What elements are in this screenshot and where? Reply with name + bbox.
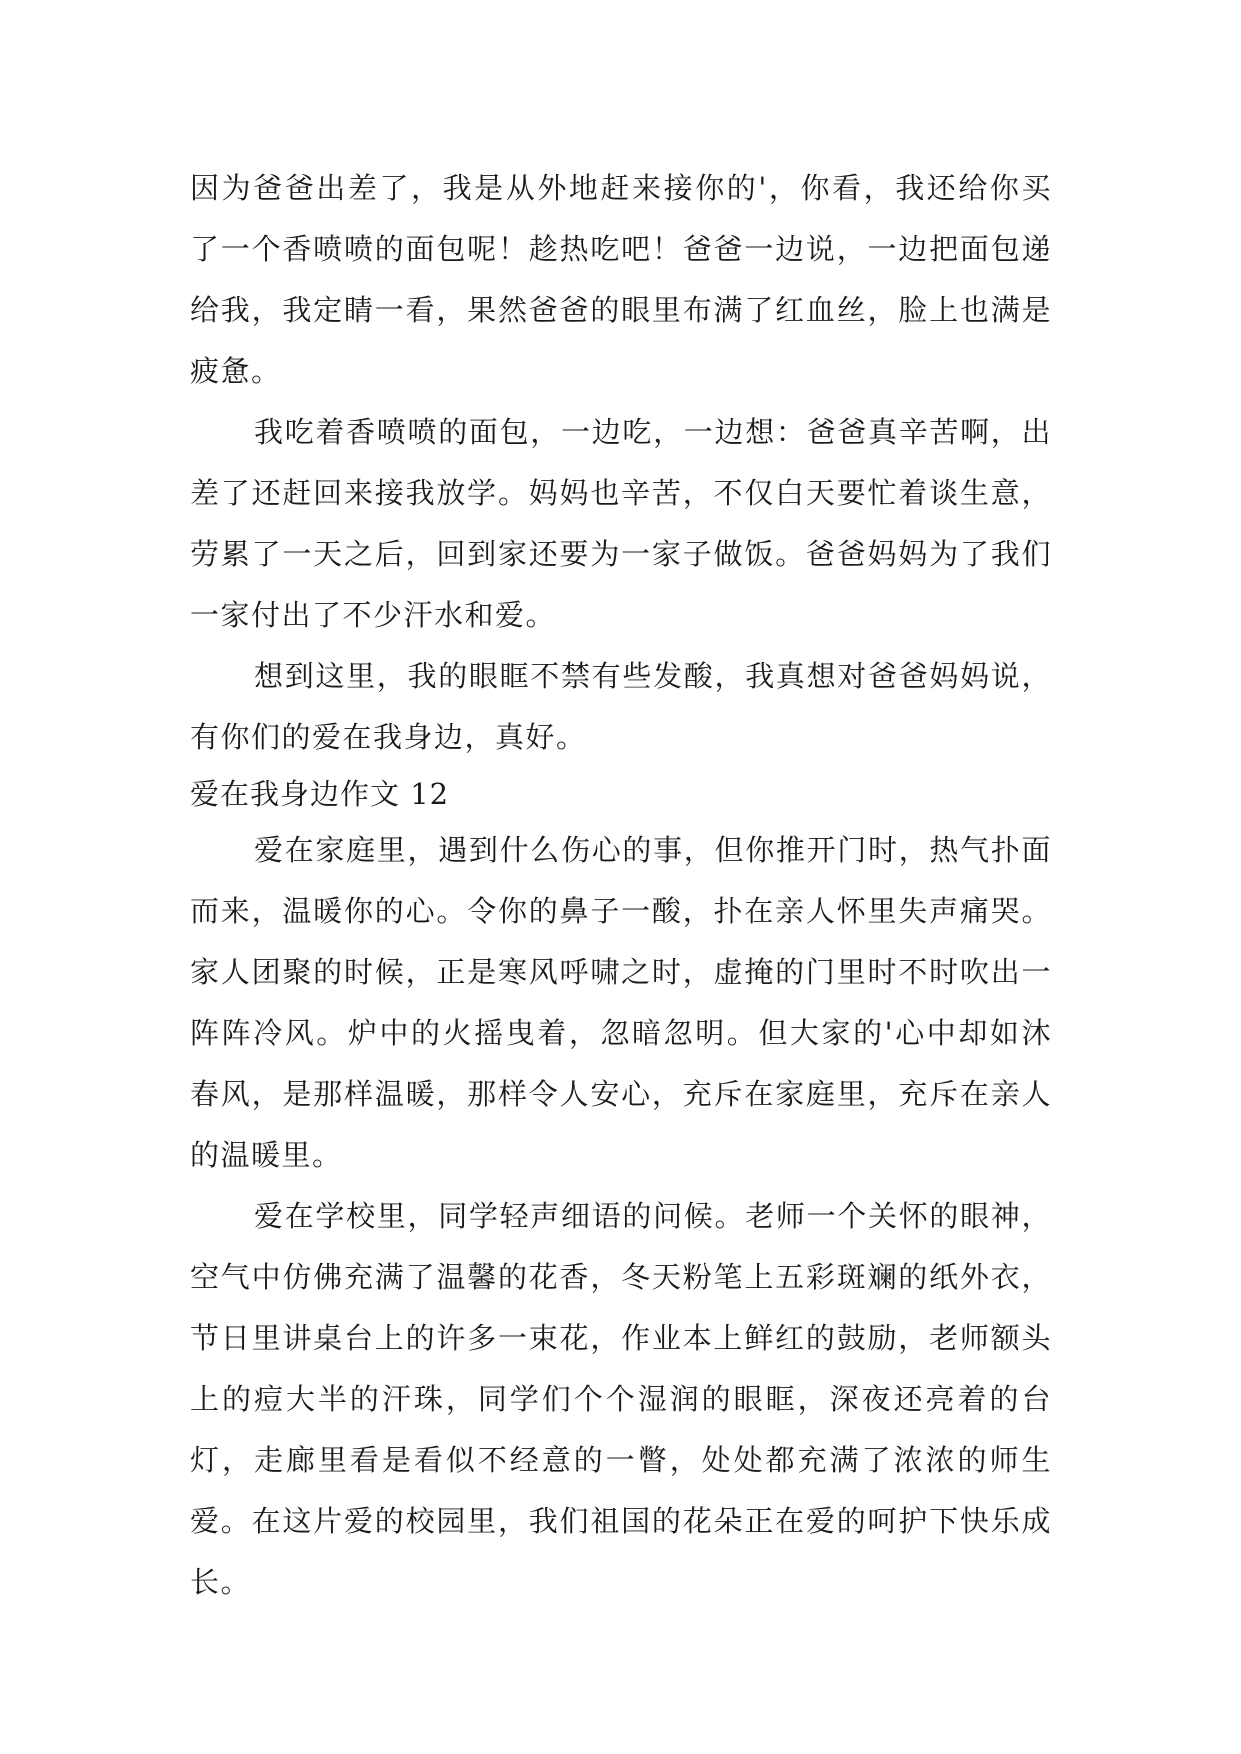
paragraph-continued: 因为爸爸出差了，我是从外地赶来接你的'，你看，我还给你买了一个香喷喷的面包呢！趁热吃吧！爸爸一边说，一边把面包递给我，我定睛一看，果然爸爸的眼里布满了红血丝，脸上也满是疲惫。 <box>190 171 1052 388</box>
section-title: 爱在我身边作文 12 <box>190 777 450 811</box>
paragraph: 我吃着香喷喷的面包，一边吃，一边想：爸爸真辛苦啊，出差了还赶回来接我放学。妈妈也辛苦，不仅白天要忙着谈生意，劳累了一天之后，回到家还要为一家子做饭。爸爸妈妈为了我们一家付出了不少汗水和爱。 <box>190 415 1052 632</box>
paragraph: 想到这里，我的眼眶不禁有些发酸，我真想对爸爸妈妈说，有你们的爱在我身边，真好。 <box>190 659 1052 754</box>
document-body <box>190 158 1052 1613</box>
paragraph: 爱在学校里，同学轻声细语的问候。老师一个关怀的眼神，空气中仿佛充满了温馨的花香，冬天粉笔上五彩斑斓的纸外衣，节日里讲桌台上的许多一束花，作业本上鲜红的鼓励，老师额头上的痘大半的汗珠，同学们个个湿润的眼眶，深夜还亮着的台灯，走廊里看是看似不经意的一瞥，处处都充满了浓浓的师生爱。在这片爱的校园里，我们祖国的花朵正在爱的呵护下快乐成长。 <box>190 1199 1052 1599</box>
paragraph: 爱在家庭里，遇到什么伤心的事，但你推开门时，热气扑面而来，温暖你的心。令你的鼻子一酸，扑在亲人怀里失声痛哭。家人团聚的时候，正是寒风呼啸之时，虚掩的门里时不时吹出一阵阵冷风。炉中的火摇曳着，忽暗忽明。但大家的'心中却如沐春风，是那样温暖，那样令人安心，充斥在家庭里，充斥在亲人的温暖里。 <box>190 833 1052 1172</box>
